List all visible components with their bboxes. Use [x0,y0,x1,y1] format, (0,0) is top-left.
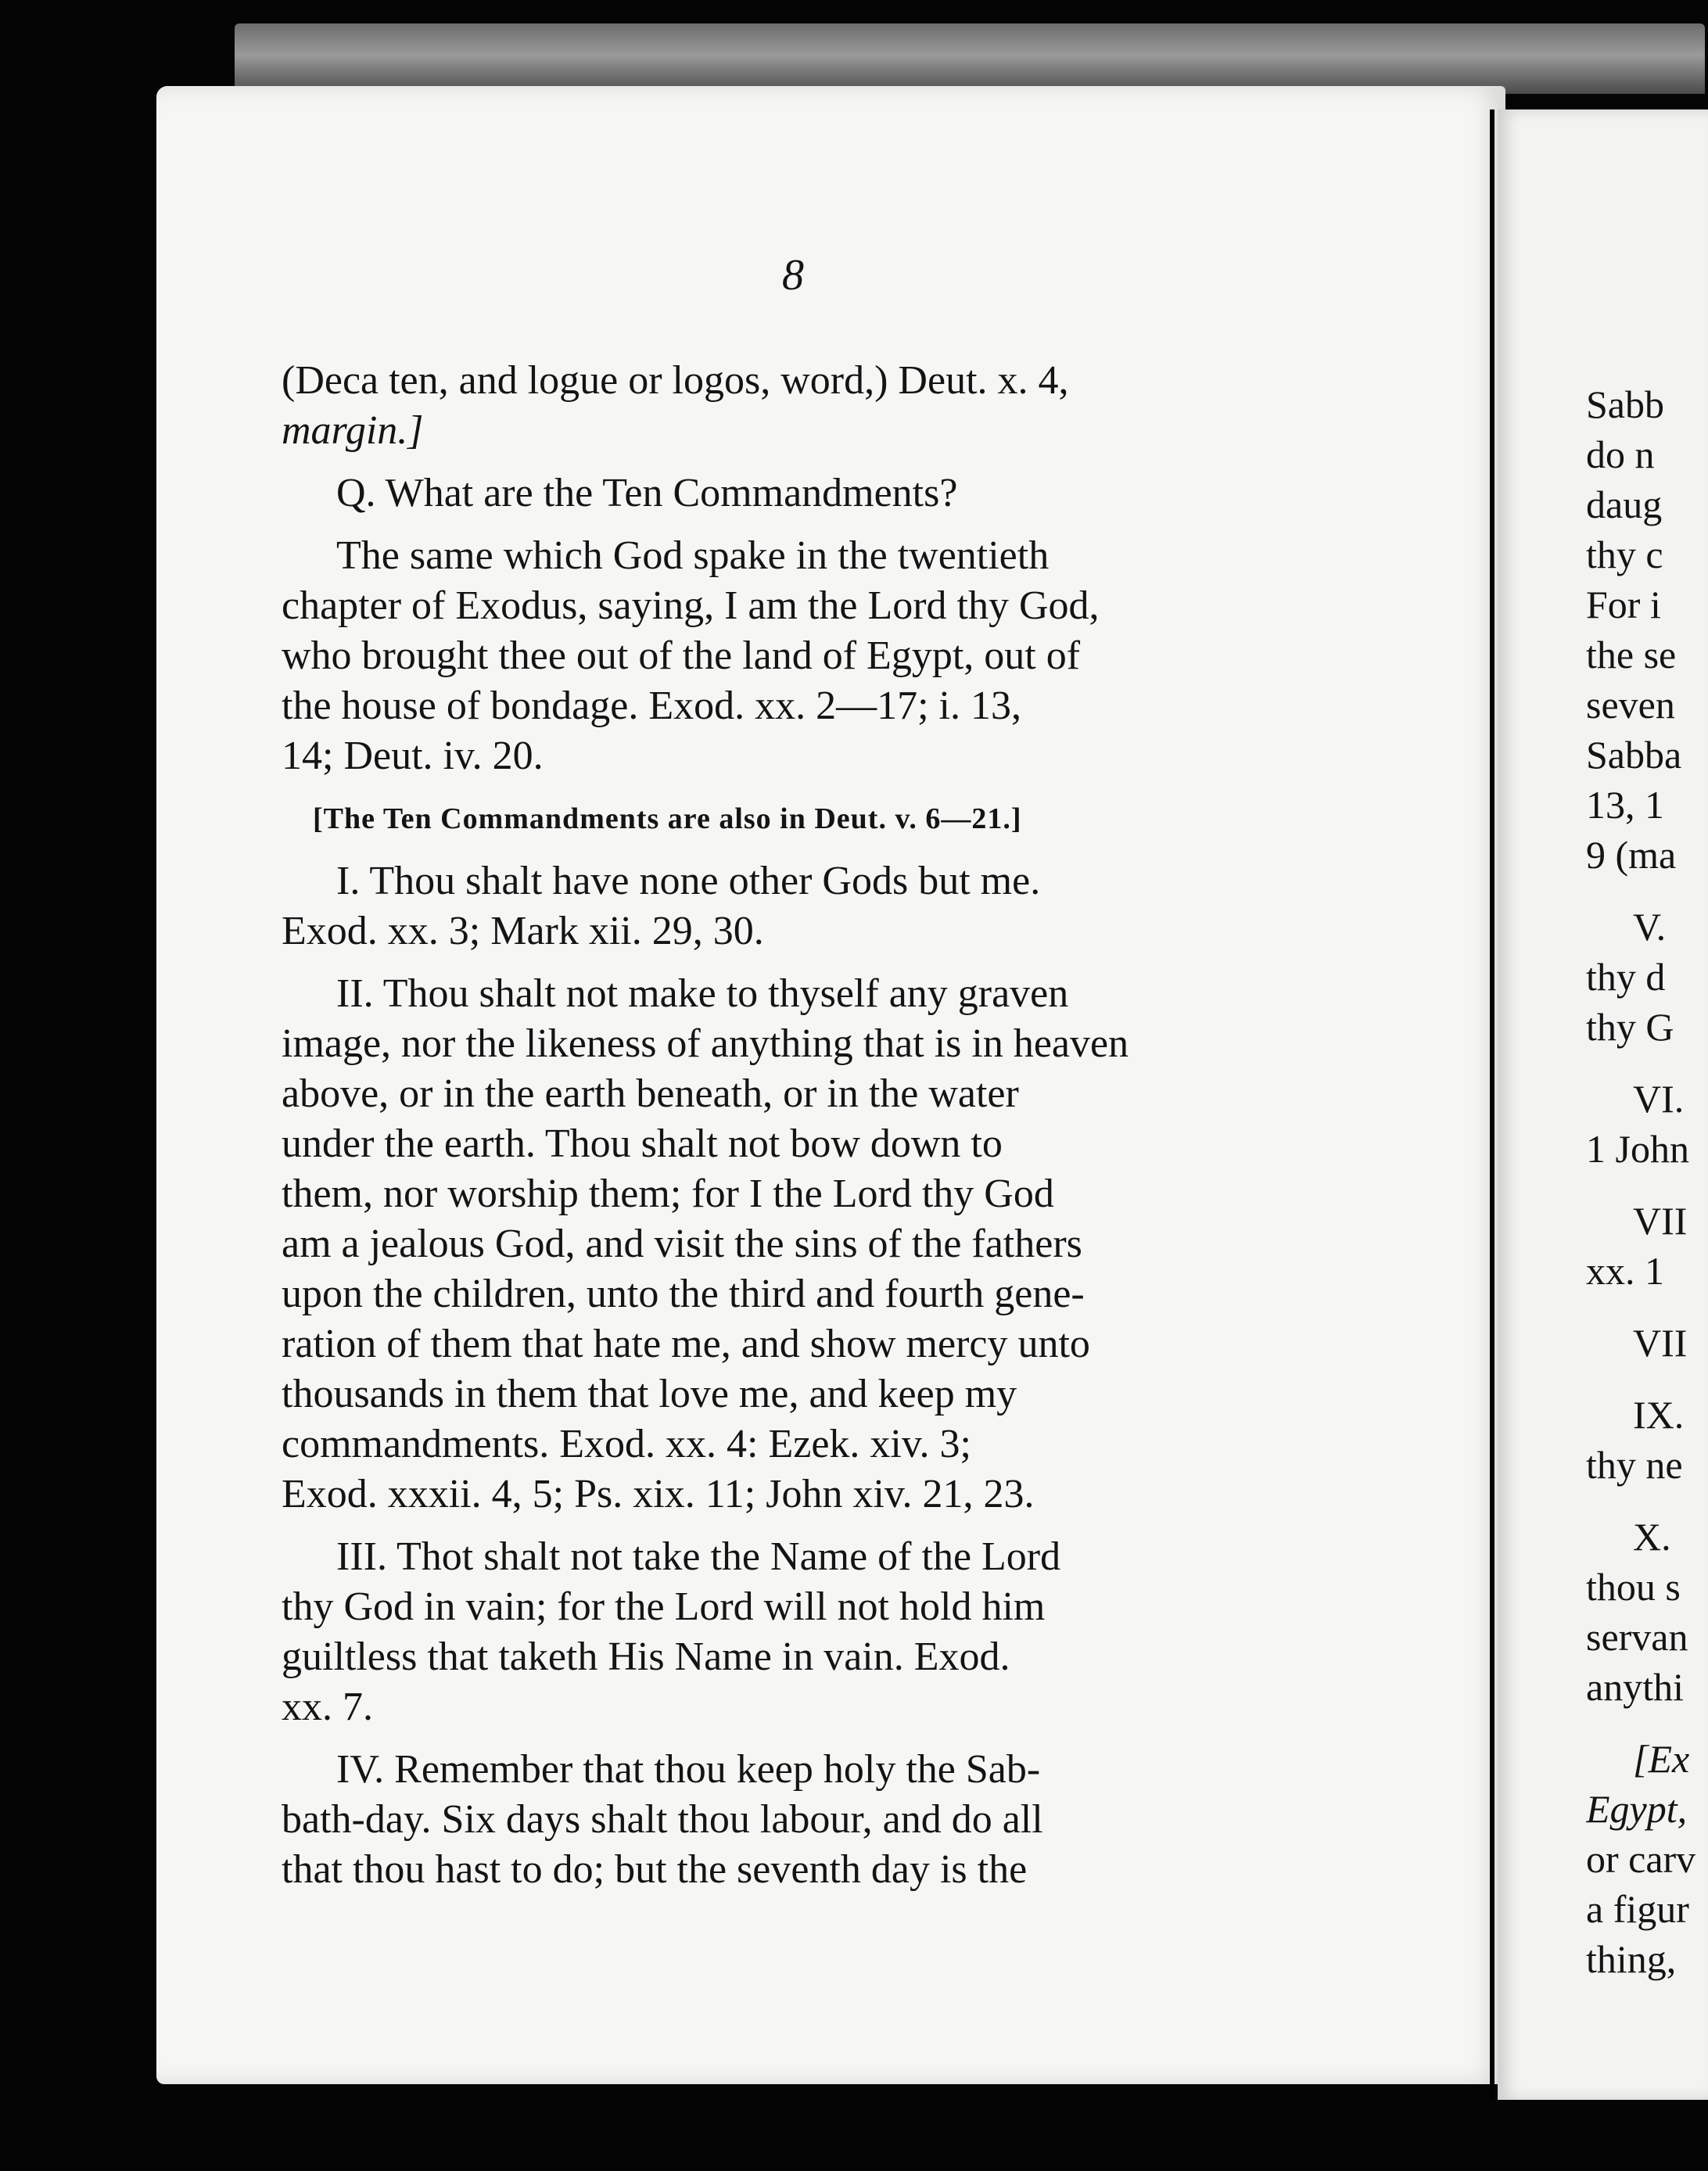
text-line: thy God in vain; for the Lord will not hold him [282,1584,1046,1629]
text-line: above, or in the earth beneath, or in the water [282,1071,1019,1116]
text-line: VI. [1633,1077,1685,1121]
text-line: I. Thou shalt have none other Gods but me. [336,859,1041,903]
commandment-1 [282,856,1329,956]
text-line: thou s [1586,1565,1681,1609]
text-line: xx. 7. [282,1685,373,1729]
text-line: ration of them that hate me, and show mercy unto [282,1322,1090,1366]
text-line: 13, 1 [1586,783,1664,827]
text-line: Exod. xx. 3; Mark xii. 29, 30. [282,909,764,953]
text-line: who brought thee out of the land of Egypt, out of [282,633,1081,678]
text-line: Q. What are the Ten Commandments? [336,471,958,515]
text-line: anythi [1586,1665,1684,1709]
text-line: IV. Remember that thou keep holy the Sab- [336,1747,1041,1792]
text-line: chapter of Exodus, saying, I am the Lord thy God, [282,583,1100,628]
right-page-text [1586,379,1708,1984]
text-line: daug [1586,483,1663,526]
text-line: upon the children, unto the third and fourth gene- [282,1272,1085,1316]
commandment-3 [282,1532,1329,1732]
decalogue-etymology [282,356,1329,456]
text-line: thy G [1586,1005,1674,1049]
text-line: 1 John [1586,1127,1689,1171]
text-line: [Ex [1633,1737,1690,1781]
text-line: thing, [1586,1937,1677,1981]
text-line: them, nor worship them; for I the Lord thy God [282,1172,1054,1216]
text-line: VII [1633,1321,1688,1365]
text-line: Sabba [1586,733,1682,777]
text-line: do n [1586,432,1655,476]
note [282,794,1329,844]
answer [282,531,1329,781]
text-line: thy ne [1586,1443,1683,1487]
text-line: the se [1586,633,1677,676]
text-line: The same which God spake in the twentieth [336,533,1050,578]
text-line: a figur [1586,1887,1689,1931]
text-line: Exod. xxxii. 4, 5; Ps. xix. 11; John xiv. 21, 23. [282,1472,1035,1516]
text-line: thousands in them that love me, and keep my [282,1372,1017,1416]
text-line: servan [1586,1615,1688,1659]
text-line: 14; Deut. iv. 20. [282,734,544,778]
text-line: seven [1586,683,1675,727]
text-line: margin.] [282,408,424,453]
text-line: X. [1633,1515,1671,1559]
text-line: under the earth. Thou shalt not bow down to [282,1121,1003,1166]
text-line: thy d [1586,955,1666,999]
text-line: bath-day. Six days shalt thou labour, and do all [282,1797,1043,1842]
text-line: or carv [1586,1837,1696,1881]
text-line: V. [1633,905,1667,949]
text-line: III. Thot shalt not take the Name of the Lord [336,1534,1061,1579]
text-line: II. Thou shalt not make to thyself any graven [336,971,1069,1016]
text-line: commandments. Exod. xx. 4: Ezek. xiv. 3; [282,1422,971,1466]
text-line: thy c [1586,533,1663,576]
text-line: image, nor the likeness of anything that is in heaven [282,1021,1129,1066]
text-line: For i [1586,583,1661,626]
text-line: that thou hast to do; but the seventh day is the [282,1847,1028,1892]
text-line: xx. 1 [1586,1249,1664,1293]
text-line: Egypt, [1586,1787,1688,1831]
text-line: VII [1633,1199,1688,1243]
page-top-edge [235,23,1705,94]
text-line: am a jealous God, and visit the sins of the fathers [282,1222,1082,1266]
book-gutter [1490,109,1494,2100]
page-number: 8 [782,251,804,300]
text-line: the house of bondage. Exod. xx. 2—17; i. 13, [282,684,1021,728]
text-line: [The Ten Commandments are also in Deut. v. 6—21.] [313,802,1022,835]
left-page-text [282,356,1329,1895]
commandment-2 [282,969,1329,1520]
text-line: Sabb [1586,382,1664,426]
question [282,468,1329,519]
text-line: 9 (ma [1586,833,1677,877]
text-line: guiltless that taketh His Name in vain. Exod. [282,1635,1010,1679]
commandment-4 [282,1745,1329,1895]
text-line: (Deca ten, and logue or logos, word,) Deut. x. 4, [282,358,1069,403]
text-line: IX. [1633,1393,1685,1437]
